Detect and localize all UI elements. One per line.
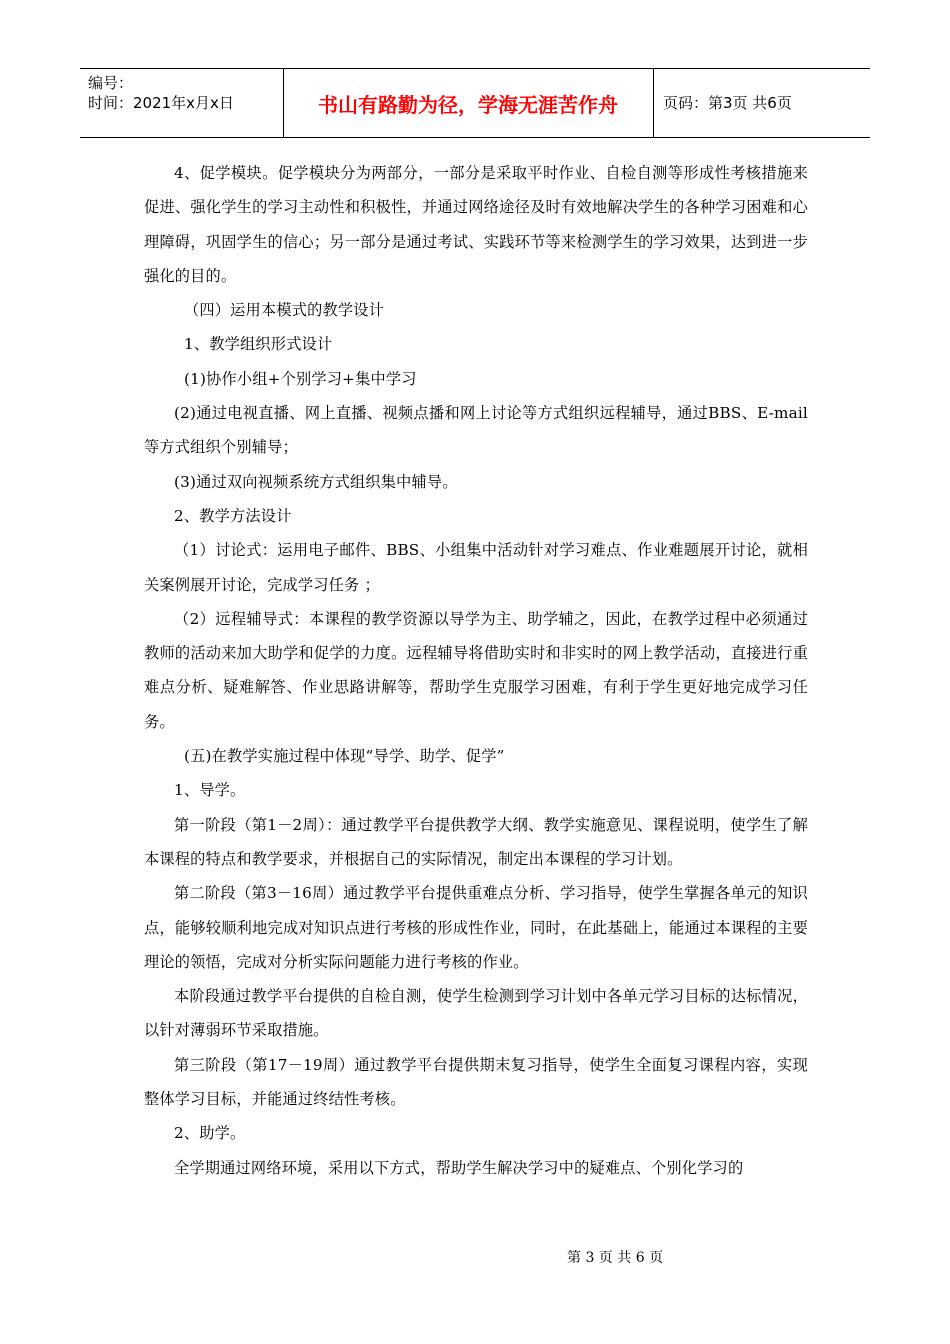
page-footer: 第 3 页 共 6 页 [567, 1250, 664, 1266]
paragraph: 第二阶段（第3－16周）通过教学平台提供重难点分析、学习指导，使学生掌握各单元的知识点，能够较顺利地完成对知识点进行考核的形成性作业，同时，在此基础上，能通过本课程的主要理论的领悟，完成对分析实际问题能力进行考核的作业。 [144, 884, 808, 971]
header-divider-right [653, 69, 654, 137]
number-label: 编号： [88, 74, 134, 92]
paragraph: （四）运用本模式的教学设计 [184, 301, 385, 320]
paragraph: 第三阶段（第17－19周）通过教学平台提供期末复习指导，使学生全面复习课程内容，实现整体学习目标，并能通过终结性考核。 [144, 1055, 808, 1109]
paragraph: 1、教学组织形式设计 [184, 335, 333, 354]
paragraph: (1)协作小组+个别学习+集中学习 [184, 369, 417, 388]
paragraph: (3)通过双向视频系统方式组织集中辅导。 [174, 472, 458, 491]
header-left-cell [88, 73, 234, 113]
paragraph: 全学期通过网络环境，采用以下方式，帮助学生解决学习中的疑难点、个别化学习的 [174, 1158, 744, 1177]
page-header [80, 68, 870, 138]
paragraph: 4、促学模块。促学模块分为两部分，一部分是采取平时作业、自检自测等形成性考核措施来促进、强化学生的学习主动性和积极性，并通过网络途径及时有效地解决学生的各种学习困难和心理障碍，巩固学生的信心；另一部分是通过考试、实践环节等来检测学生的学习效果，达到进一步强化的目的。 [144, 164, 808, 285]
paragraph: 2、助学。 [174, 1124, 246, 1143]
header-motto: 书山有路勤为径，学海无涯苦作舟 [318, 92, 618, 117]
paragraph: 1、导学。 [174, 781, 246, 800]
paragraph: (五)在教学实施过程中体现“导学、助学、促学” [184, 747, 505, 766]
document-body [144, 156, 808, 1185]
time-label: 时间：2021年x月x日 [88, 94, 234, 112]
header-page-label: 页码：第3页 共6页 [663, 94, 792, 112]
paragraph: （1）讨论式：运用电子邮件、BBS、小组集中活动针对学习难点、作业难题展开讨论，就相关案例展开讨论，完成学习任务 ； [144, 541, 808, 594]
paragraph: 2、教学方法设计 [174, 506, 292, 525]
paragraph: （2）远程辅导式：本课程的教学资源以导学为主、助学辅之，因此，在教学过程中必须通过教师的活动来加大助学和促学的力度。远程辅导将借助实时和非实时的网上教学活动，直接进行重难点分析、疑难解答、作业思路讲解等，帮助学生克服学习困难，有利于学生更好地完成学习任务。 [144, 609, 808, 731]
paragraph: 第一阶段（第1－2周）：通过教学平台提供教学大纲、教学实施意见、课程说明，使学生了解本课程的特点和教学要求，并根据自己的实际情况，制定出本课程的学习计划。 [144, 815, 808, 868]
paragraph: (2)通过电视直播、网上直播、视频点播和网上讨论等方式组织远程辅导，通过BBS、E-mail等方式组织个别辅导； [144, 404, 808, 457]
paragraph: 本阶段通过教学平台提供的自检自测，使学生检测到学习计划中各单元学习目标的达标情况，以针对薄弱环节采取措施。 [144, 987, 808, 1040]
